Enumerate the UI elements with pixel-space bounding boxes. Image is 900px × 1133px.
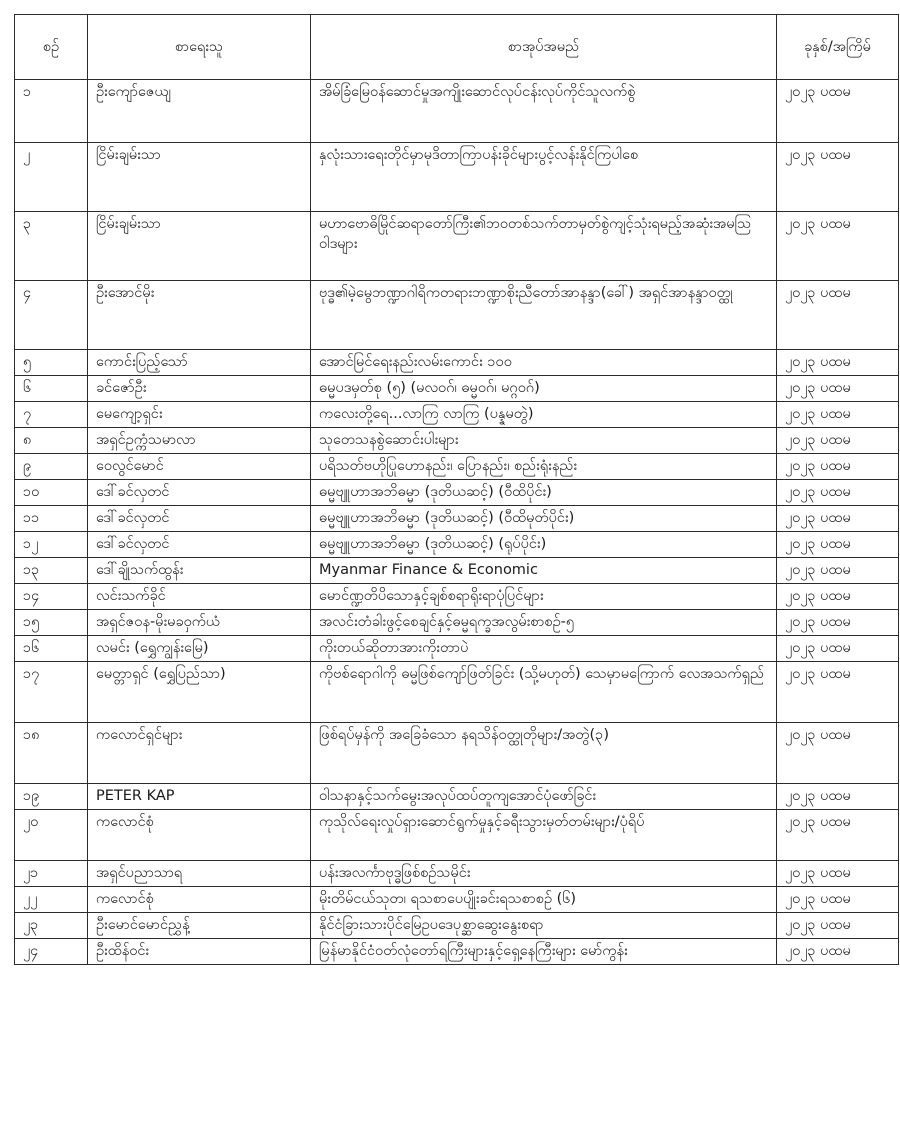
row-edition: ၂၀၂၃ ပထမ [777, 784, 899, 810]
row-author: ဒေါ်ခင်လှတင် [88, 532, 311, 558]
row-title: Myanmar Finance & Economic [311, 558, 777, 584]
row-author: အရှင်ဥက္ကံသမာလာ [88, 428, 311, 454]
row-title: နှလုံးသားရေးတိုင်မှာမုဒိတာကြာပန်းခိုင်များပွင့်လန်းနိုင်ကြပါစေ [311, 143, 777, 212]
row-title: ဓမ္မဗျူဟာအဘိဓမ္မာ (ဒုတိယဆင့်) (ရုပ်ပိုင်း) [311, 532, 777, 558]
table-row [15, 281, 899, 350]
row-edition: ၂၀၂၃ ပထမ [777, 723, 899, 784]
row-edition: ၂၀၂၃ ပထမ [777, 454, 899, 480]
row-title: သုတေသနစွဲဆောင်းပါးများ [311, 428, 777, 454]
row-title: ကုသိုလ်ရေးလှုပ်ရှားဆောင်ရွက်မှုနှင့်ခရီးသွားမှတ်တမ်းများ/ပုံရိပ် [311, 810, 777, 861]
row-author: ဒေါ်ခင်လှတင် [88, 480, 311, 506]
row-number: ၂၁ [15, 861, 88, 887]
table-row [15, 376, 899, 402]
row-title: ဓမ္မပဒမှတ်စု (၅) (မလဝဂ်၊ ဓမ္မဝဂ်၊ မဂ္ဂဝဂ်) [311, 376, 777, 402]
row-title: ပန်းအလင်္ကာဗုဒ္ဓဖြစ်စဉ်သမိုင်း [311, 861, 777, 887]
row-author: ကလောင်စုံ [88, 887, 311, 913]
row-edition: ၂၀၂၃ ပထမ [777, 887, 899, 913]
row-title: မြန်မာနိုင်ငံဝတ်လုံတော်ရကြီးများနှင့်ရှေ့နေကြီးများ မော်ကွန်း [311, 939, 777, 965]
row-number: ၁၂ [15, 532, 88, 558]
row-title: ဖြစ်ရပ်မှန်ကို အခြေခံသော နရသိန်ဝတ္ထုတိုများ/အတွဲ(၃) [311, 723, 777, 784]
row-edition: ၂၀၂၃ ပထမ [777, 212, 899, 281]
row-author: ခင်ဇော်ဦး [88, 376, 311, 402]
table-row [15, 939, 899, 965]
row-author: ဝေလွင်မောင် [88, 454, 311, 480]
row-author: ကောင်းပြည့်သော် [88, 350, 311, 376]
row-number: ၁၇ [15, 662, 88, 723]
table-row [15, 558, 899, 584]
row-author: ကလောင်စုံ [88, 810, 311, 861]
table-row [15, 784, 899, 810]
row-number: ၂၄ [15, 939, 88, 965]
table-row [15, 861, 899, 887]
table-row [15, 584, 899, 610]
row-author: ဦးမောင်မောင်ညွှန့် [88, 913, 311, 939]
row-title: ဓမ္မဗျူဟာအဘိဓမ္မာ (ဒုတိယဆင့်) (ဝီထိပိုင်း) [311, 480, 777, 506]
row-author: မေကျော့ရှင်း [88, 402, 311, 428]
row-number: ၈ [15, 428, 88, 454]
header-edition: ခုနှစ်/အကြိမ် [777, 15, 899, 80]
row-author: ကလောင်ရှင်များ [88, 723, 311, 784]
table-row [15, 402, 899, 428]
table-row [15, 80, 899, 143]
row-edition: ၂၀၂၃ ပထမ [777, 662, 899, 723]
table-row [15, 532, 899, 558]
row-edition: ၂၀၂၃ ပထမ [777, 350, 899, 376]
row-edition: ၂၀၂၃ ပထမ [777, 532, 899, 558]
row-edition: ၂၀၂၃ ပထမ [777, 584, 899, 610]
row-edition: ၂၀၂၃ ပထမ [777, 810, 899, 861]
header-author: စာရေးသူ [88, 15, 311, 80]
row-number: ၆ [15, 376, 88, 402]
row-title: ကိုးတယ်ဆိုတာအားကိုးတာပဲ [311, 636, 777, 662]
row-title: အိမ်ခြံမြေဝန်ဆောင်မှုအကျိုးဆောင်လုပ်ငန်းလုပ်ကိုင်သူလက်စွဲ [311, 80, 777, 143]
table-row [15, 350, 899, 376]
row-title: အလင်းတံခါးဖွင့်စေချင်နှင့်ဓမ္မရက္ခအလွမ်းစာစဉ်-၅ [311, 610, 777, 636]
row-author: ဦးကျော်ဇေယျ [88, 80, 311, 143]
row-number: ၄ [15, 281, 88, 350]
row-author: ငြိမ်းချမ်းသာ [88, 212, 311, 281]
table-row [15, 887, 899, 913]
table-row [15, 212, 899, 281]
table-row [15, 810, 899, 861]
row-author: ငြိမ်းချမ်းသာ [88, 143, 311, 212]
row-edition: ၂၀၂၃ ပထမ [777, 376, 899, 402]
row-author: မေတ္တာရှင် (ရွှေပြည်သာ) [88, 662, 311, 723]
row-number: ၁၃ [15, 558, 88, 584]
table-row [15, 428, 899, 454]
table-row [15, 480, 899, 506]
row-title: နိုင်ငံခြားသားပိုင်မြေဥပဒေပုစ္ဆာဆွေးနွေးစရာ [311, 913, 777, 939]
row-edition: ၂၀၂၃ ပထမ [777, 861, 899, 887]
header-title: စာအုပ်အမည် [311, 15, 777, 80]
row-number: ၁၉ [15, 784, 88, 810]
row-title: ဝါသနာနှင့်သက်မွေးအလုပ်ထပ်တူကျအောင်ပုံဖော်ခြင်း [311, 784, 777, 810]
row-author: အရှင်ပညာသာရ [88, 861, 311, 887]
row-edition: ၂၀၂၃ ပထမ [777, 939, 899, 965]
row-author: ဦးအောင်မိုး [88, 281, 311, 350]
table-row [15, 454, 899, 480]
row-number: ၁၆ [15, 636, 88, 662]
row-number: ၁၀ [15, 480, 88, 506]
row-edition: ၂၀၂၃ ပထမ [777, 402, 899, 428]
row-number: ၁၁ [15, 506, 88, 532]
row-title: ဓမ္မဗျူဟာအဘိဓမ္မာ (ဒုတိယဆင့်) (ဝီထိမုတ်ပိုင်း) [311, 506, 777, 532]
row-edition: ၂၀၂၃ ပထမ [777, 80, 899, 143]
row-title: မဟာဗောဓိမြိုင်ဆရာတော်ကြီး၏ဘဝတစ်သက်တာမှတ်စွဲကျင့်သုံးရမည့်အဆုံးအမသြဝါဒများ [311, 212, 777, 281]
row-author: PETER KAP [88, 784, 311, 810]
row-edition: ၂၀၂၃ ပထမ [777, 143, 899, 212]
header-number: စဉ် [15, 15, 88, 80]
row-edition: ၂၀၂၃ ပထမ [777, 636, 899, 662]
row-edition: ၂၀၂၃ ပထမ [777, 428, 899, 454]
row-title: ဗုဒ္ဓ၏မဲ့မွေဘဏ္ဍာဂါရိကတရားဘဏ္ဍာစိုးညီတော်အာနန္ဒာ(ခေါ်) အရှင်အာနန္ဒာဝတ္ထု [311, 281, 777, 350]
row-title: ကိုဗစ်ရောဂါကို ဓမ္မဖြစ်ကျော်ဖြတ်ခြင်း (သို့မဟုတ်) သေမှာမကြောက် လေအသက်ရှည် [311, 662, 777, 723]
row-edition: ၂၀၂၃ ပထမ [777, 913, 899, 939]
row-edition: ၂၀၂၃ ပထမ [777, 506, 899, 532]
row-author: ဒေါ်ခင်လှတင် [88, 506, 311, 532]
table-row [15, 636, 899, 662]
row-author: လမင်း (ရွှေကျွန်းမြေ) [88, 636, 311, 662]
table-row [15, 913, 899, 939]
table-row [15, 610, 899, 636]
row-author: လင်းသက်ခိုင် [88, 584, 311, 610]
row-number: ၂ [15, 143, 88, 212]
row-number: ၂၃ [15, 913, 88, 939]
row-number: ၂၀ [15, 810, 88, 861]
row-title: အောင်မြင်ရေးနည်းလမ်းကောင်း ၁၀၀ [311, 350, 777, 376]
row-title: ပရိသတ်ဗဟိုပြုဟောနည်း၊ ပြောနည်း၊ စည်းရုံးနည်း [311, 454, 777, 480]
row-number: ၂၂ [15, 887, 88, 913]
row-edition: ၂၀၂၃ ပထမ [777, 610, 899, 636]
row-title: မောင်ဏ္ဍတိပိသောနှင့်ချစ်စရာရိုးရာပုံပြင်များ [311, 584, 777, 610]
table-row [15, 143, 899, 212]
table-header-row [15, 15, 899, 80]
book-list-table [14, 14, 899, 965]
row-number: ၁၅ [15, 610, 88, 636]
row-author: ဦးထိန်ဝင်း [88, 939, 311, 965]
table-row [15, 662, 899, 723]
row-number: ၃ [15, 212, 88, 281]
row-number: ၇ [15, 402, 88, 428]
row-number: ၅ [15, 350, 88, 376]
table-row [15, 723, 899, 784]
row-number: ၁၈ [15, 723, 88, 784]
row-edition: ၂၀၂၃ ပထမ [777, 281, 899, 350]
table-row [15, 506, 899, 532]
row-author: အရှင်ဇဝန-မိုးမခဝှက်ယံ [88, 610, 311, 636]
row-edition: ၂၀၂၃ ပထမ [777, 480, 899, 506]
row-number: ၁၄ [15, 584, 88, 610]
row-number: ၉ [15, 454, 88, 480]
row-title: မိုးတိမ်ငယ်သုတ၊ ရသစာပေပျိုးခင်းရသစာစဉ် (၆) [311, 887, 777, 913]
row-number: ၁ [15, 80, 88, 143]
row-title: ကလေးတို့ရေ...လာကြ လာကြ (ပန္နမတွဲ) [311, 402, 777, 428]
row-author: ဒေါ်ချိုသက်ထွန်း [88, 558, 311, 584]
row-edition: ၂၀၂၃ ပထမ [777, 558, 899, 584]
